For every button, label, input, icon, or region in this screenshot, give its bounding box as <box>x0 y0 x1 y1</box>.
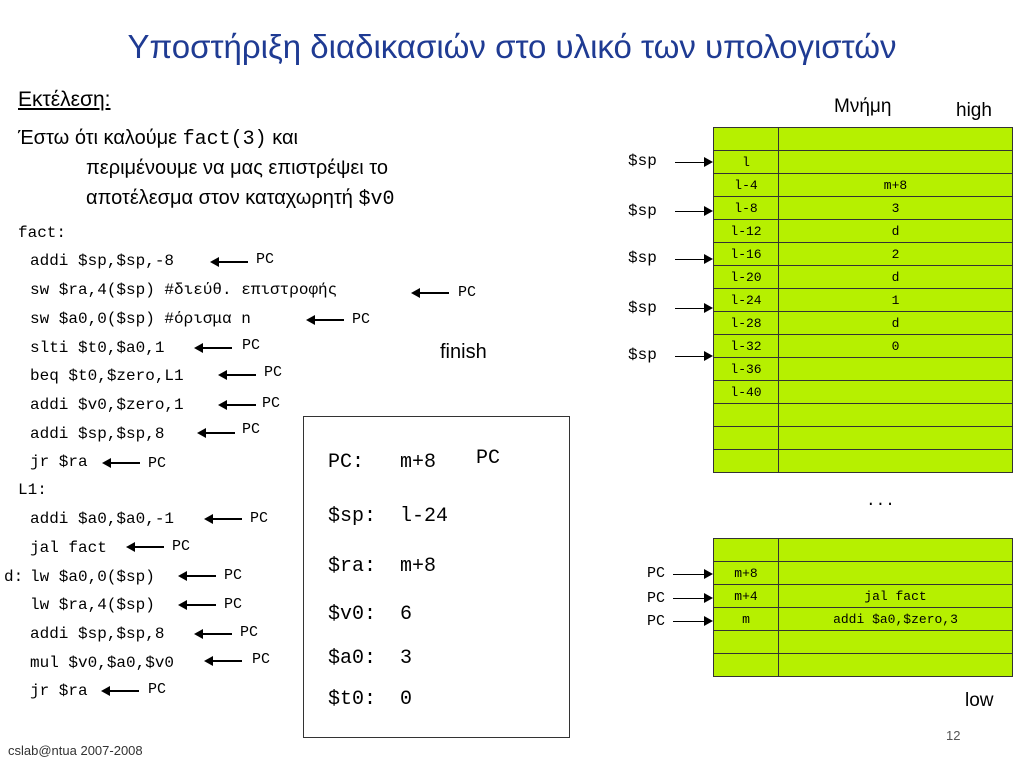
memory-value: d <box>779 220 1013 243</box>
memory-value <box>779 358 1013 381</box>
section-heading: Εκτέλεση: <box>18 88 111 111</box>
pc-arrow-icon <box>220 404 256 406</box>
pc-marker: PC <box>458 284 477 301</box>
pc-pointer-label: PC <box>647 613 666 630</box>
pc-pointer-label: PC <box>647 565 666 582</box>
memory-row <box>714 654 1013 677</box>
intro-text: αποτέλεσμα στον καταχωρητή <box>86 187 359 209</box>
memory-value <box>779 562 1013 585</box>
pc-marker: PC <box>252 651 271 668</box>
pc-arrow-icon <box>196 633 232 635</box>
register-panel <box>303 416 570 738</box>
memory-row <box>714 631 1013 654</box>
sp-arrow-icon <box>675 259 711 260</box>
intro-code: fact(3) <box>182 128 267 151</box>
pc-marker: PC <box>352 311 371 328</box>
memory-row <box>714 358 1013 381</box>
register-sp-name: $sp: <box>328 505 377 528</box>
pc-arrow-icon <box>199 432 235 434</box>
memory-address: l-40 <box>714 381 779 404</box>
intro-line-1 <box>18 127 298 151</box>
pc-marker: PC <box>264 364 283 381</box>
pc-marker: PC <box>172 538 191 555</box>
code-line: sw $ra,4($sp) #διεύθ. επιστροφής <box>30 281 338 299</box>
code-label-fact: fact: <box>18 224 67 242</box>
code-label-l1: L1: <box>18 481 47 499</box>
pc-arrow-icon <box>673 621 711 622</box>
memory-address: l-20 <box>714 266 779 289</box>
code-line: jr $ra <box>30 682 88 700</box>
pc-marker: PC <box>224 596 243 613</box>
memory-row <box>714 243 1013 266</box>
memory-value: d <box>779 266 1013 289</box>
pc-marker: PC <box>148 455 167 472</box>
register-pc-name: PC: <box>328 451 365 474</box>
memory-row <box>714 128 1013 151</box>
code-line: lw $a0,0($sp) <box>30 568 155 586</box>
register-a0-value: 3 <box>400 647 413 670</box>
memory-value <box>779 381 1013 404</box>
memory-row <box>714 585 1013 608</box>
pc-arrow-icon <box>308 319 344 321</box>
footer-text: cslab@ntua 2007-2008 <box>8 743 143 758</box>
memory-address: l-28 <box>714 312 779 335</box>
memory-row <box>714 289 1013 312</box>
register-pc-value: m+8 <box>400 451 437 474</box>
pc-marker: PC <box>224 567 243 584</box>
code-line: addi $sp,$sp,8 <box>30 625 165 643</box>
memory-value <box>779 151 1013 174</box>
memory-address <box>714 539 779 562</box>
memory-value <box>779 427 1013 450</box>
intro-text-end: και <box>266 127 298 149</box>
register-t0-value: 0 <box>400 688 413 711</box>
pc-arrow-icon <box>212 261 248 263</box>
memory-value: 1 <box>779 289 1013 312</box>
pc-arrow-icon <box>673 598 711 599</box>
memory-value: addi $a0,$zero,3 <box>779 608 1013 631</box>
sp-arrow-icon <box>675 211 711 212</box>
memory-address: l-36 <box>714 358 779 381</box>
memory-row <box>714 312 1013 335</box>
memory-address: l-32 <box>714 335 779 358</box>
register-ra-value: m+8 <box>400 555 437 578</box>
pc-arrow-icon <box>128 546 164 548</box>
sp-arrow-icon <box>675 162 711 163</box>
memory-row <box>714 151 1013 174</box>
pc-arrow-icon <box>206 660 242 662</box>
code-memory-table <box>713 538 1013 677</box>
sp-pointer-label: $sp <box>628 346 657 364</box>
pc-arrow-icon <box>104 462 140 464</box>
code-line: slti $t0,$a0,1 <box>30 339 165 357</box>
register-t0-name: $t0: <box>328 688 377 711</box>
memory-title: Μνήμη <box>834 96 892 117</box>
code-line: beq $t0,$zero,L1 <box>30 367 184 385</box>
memory-row <box>714 562 1013 585</box>
memory-value: 0 <box>779 335 1013 358</box>
memory-value <box>779 128 1013 151</box>
memory-row <box>714 427 1013 450</box>
code-line: addi $sp,$sp,-8 <box>30 252 175 270</box>
code-line: jr $ra <box>30 453 88 471</box>
sp-pointer-label: $sp <box>628 152 657 170</box>
memory-address: m+4 <box>714 585 779 608</box>
memory-low-label: low <box>965 690 994 711</box>
memory-row <box>714 608 1013 631</box>
intro-line-2: περιμένουμε να μας επιστρέψει το <box>86 157 389 179</box>
pc-arrow-icon <box>206 518 242 520</box>
memory-address <box>714 404 779 427</box>
memory-address: l-8 <box>714 197 779 220</box>
intro-line-3 <box>86 187 394 211</box>
memory-value: jal fact <box>779 585 1013 608</box>
memory-value <box>779 539 1013 562</box>
memory-value: d <box>779 312 1013 335</box>
memory-row <box>714 266 1013 289</box>
intro-register: $v0 <box>358 188 395 211</box>
pc-marker: PC <box>242 421 261 438</box>
sp-pointer-label: $sp <box>628 202 657 220</box>
memory-value: 2 <box>779 243 1013 266</box>
memory-high-label: high <box>956 100 992 121</box>
memory-address <box>714 631 779 654</box>
register-v0-name: $v0: <box>328 603 377 626</box>
code-label-d: d: <box>4 568 24 586</box>
memory-address: l-16 <box>714 243 779 266</box>
page-number: 12 <box>946 728 961 743</box>
memory-address: l-4 <box>714 174 779 197</box>
memory-address: m+8 <box>714 562 779 585</box>
code-line: jal fact <box>30 539 107 557</box>
pc-pointer-label: PC <box>647 590 666 607</box>
pc-arrow-icon <box>673 574 711 575</box>
memory-row <box>714 174 1013 197</box>
memory-row <box>714 404 1013 427</box>
memory-address: l-12 <box>714 220 779 243</box>
pc-arrow-icon <box>103 690 139 692</box>
finish-label: finish <box>440 341 487 363</box>
pc-marker: PC <box>240 624 259 641</box>
register-pc-suffix: PC <box>476 447 501 470</box>
memory-value: 3 <box>779 197 1013 220</box>
memory-row <box>714 197 1013 220</box>
code-line: lw $ra,4($sp) <box>30 596 155 614</box>
pc-marker: PC <box>262 395 281 412</box>
code-line: sw $a0,0($sp) #όρισμα n <box>30 310 251 328</box>
pc-arrow-icon <box>220 374 256 376</box>
memory-row <box>714 220 1013 243</box>
memory-address <box>714 128 779 151</box>
register-a0-name: $a0: <box>328 647 377 670</box>
memory-value <box>779 404 1013 427</box>
pc-arrow-icon <box>180 604 216 606</box>
memory-value <box>779 654 1013 677</box>
sp-arrow-icon <box>675 308 711 309</box>
register-v0-value: 6 <box>400 603 413 626</box>
register-ra-name: $ra: <box>328 555 377 578</box>
memory-address <box>714 654 779 677</box>
pc-marker: PC <box>148 681 167 698</box>
code-line: mul $v0,$a0,$v0 <box>30 654 175 672</box>
pc-arrow-icon <box>413 292 449 294</box>
memory-row <box>714 450 1013 473</box>
memory-address: m <box>714 608 779 631</box>
memory-value: m+8 <box>779 174 1013 197</box>
memory-address <box>714 427 779 450</box>
pc-arrow-icon <box>196 347 232 349</box>
memory-ellipsis: ... <box>866 492 895 510</box>
memory-row <box>714 381 1013 404</box>
sp-arrow-icon <box>675 356 711 357</box>
pc-arrow-icon <box>180 575 216 577</box>
memory-row <box>714 335 1013 358</box>
code-line: addi $v0,$zero,1 <box>30 396 184 414</box>
slide-title: Υποστήριξη διαδικασιών στο υλικό των υπολογιστών <box>127 28 897 65</box>
memory-address <box>714 450 779 473</box>
memory-address: l <box>714 151 779 174</box>
memory-value <box>779 450 1013 473</box>
code-line: addi $sp,$sp,8 <box>30 425 165 443</box>
sp-pointer-label: $sp <box>628 249 657 267</box>
code-line: addi $a0,$a0,-1 <box>30 510 175 528</box>
pc-marker: PC <box>242 337 261 354</box>
memory-address: l-24 <box>714 289 779 312</box>
pc-marker: PC <box>256 251 275 268</box>
pc-marker: PC <box>250 510 269 527</box>
intro-text: Έστω ότι καλούμε <box>18 127 183 149</box>
sp-pointer-label: $sp <box>628 299 657 317</box>
memory-row <box>714 539 1013 562</box>
memory-value <box>779 631 1013 654</box>
register-sp-value: l-24 <box>400 505 449 528</box>
stack-memory-table <box>713 127 1013 473</box>
